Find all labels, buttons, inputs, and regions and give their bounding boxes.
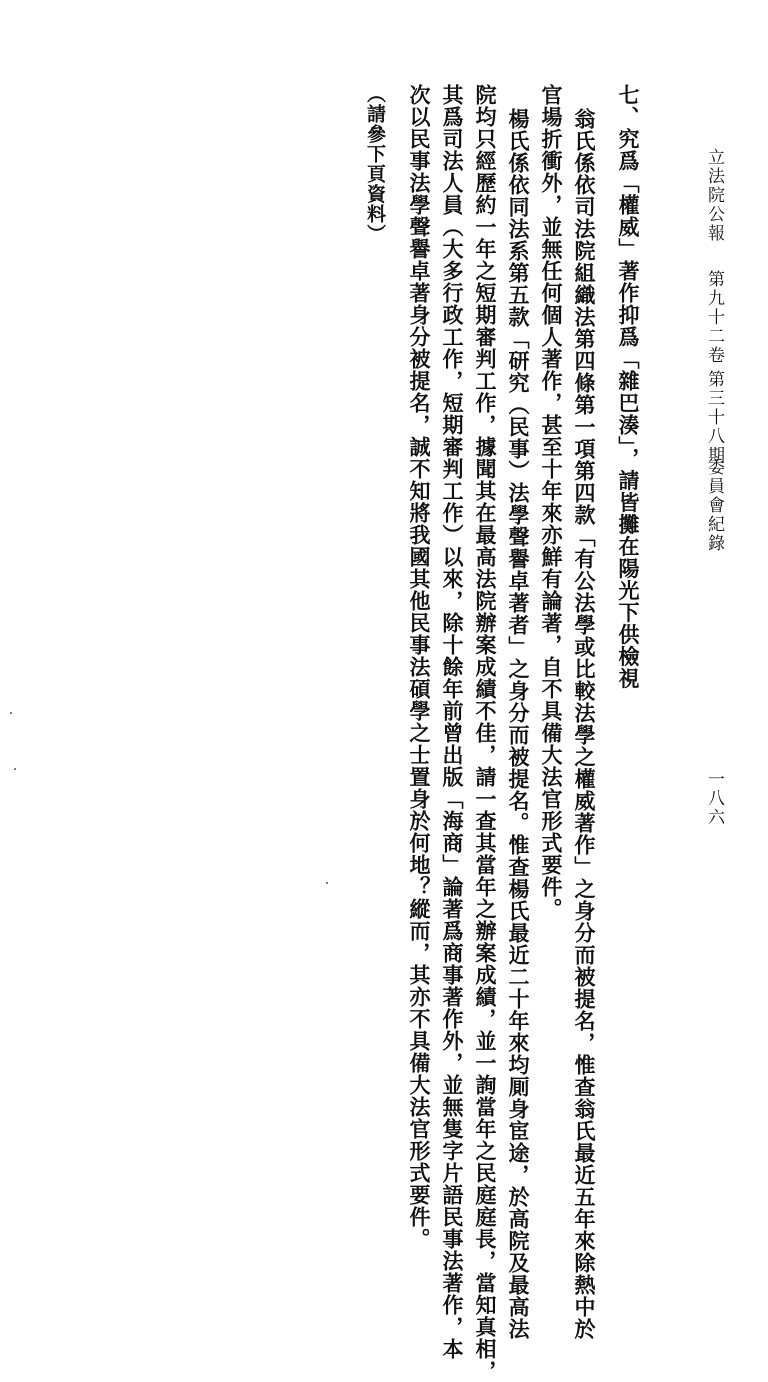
paragraph-line: 翁氏係依司法院組織法第四條第一項第四款「有公法學或比較法學之權威著作」之身分而被提名，惟查翁氏最近五年來除熱中於 (572, 108, 597, 1340)
footer-note: （請參下頁資料） (364, 84, 386, 244)
paragraph-line: 官場折衝外，並無任何個人著作，甚至十年來亦鮮有論著，自不具備大法官形式要件。 (539, 84, 564, 920)
page-number: 一八六 (704, 770, 724, 827)
section-label: 委員會紀錄 (704, 458, 724, 553)
paragraph-line: 楊氏係依同法系第五款「研究（民事）法學聲譽卓著者」之身分而被提名。惟查楊氏最近二十年來均厠身宦途，於高院及最高法 (506, 108, 531, 1340)
publication-title: 立法院公報 (704, 148, 724, 243)
scan-speck (14, 768, 16, 770)
issue-label: 第三十八期 (704, 370, 724, 465)
scan-speck (10, 712, 12, 714)
section-heading: 七、究爲「權威」著作抑爲「雜巴湊」，請皆攤在陽光下供檢視 (616, 84, 641, 690)
paragraph-line: 院均只經歷約一年之短期審判工作，據聞其在最高法院辦案成績不佳，請一查其當年之辦案成績，並一詢當年之民庭庭長，當知真相， (473, 84, 498, 1382)
volume-label: 第九十二卷 (704, 270, 724, 365)
paragraph-line: 次以民事法學聲譽卓著身分被提名，誠不知將我國其他民事法碩學之士置身於何地？縱而，其亦不具備大法官形式要件。 (407, 84, 432, 1250)
scan-speck (326, 882, 328, 884)
paragraph-line: 其爲司法人員（大多行政工作，短期審判工作）以來，除十餘年前曾出版「海商」論著爲商事著作外，並無隻字片語民事法著作，本 (440, 84, 465, 1360)
